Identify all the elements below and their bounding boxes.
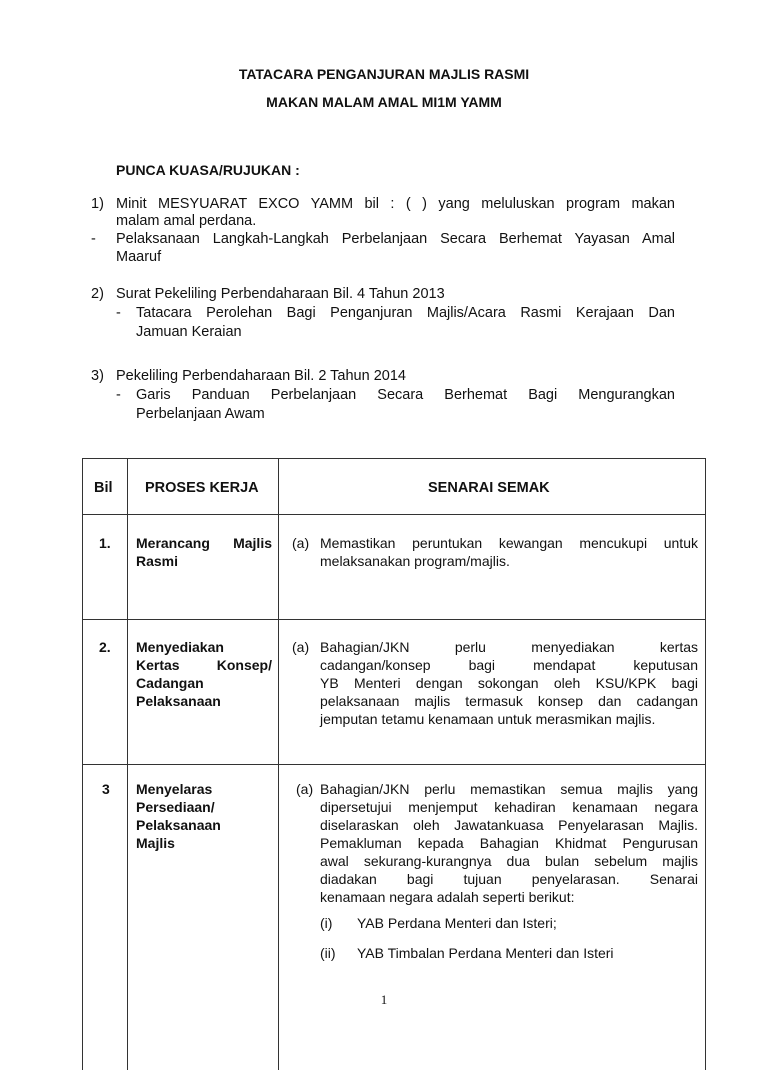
table-header-senarai-semak: SENARAI SEMAK [428, 480, 550, 496]
table-header-divider [82, 514, 706, 515]
row-1-bil: 1. [99, 535, 111, 551]
row-3-semak-line-2: dipersetujui menjemput kehadiran kenamaan negara [320, 799, 698, 815]
row-3-bil: 3 [102, 781, 110, 797]
reference-item-2-sub-line-2: Jamuan Keraian [136, 324, 242, 340]
row-2-semak-line-3: YB Menteri dengan sokongan oleh KSU/KPK bagi [320, 675, 698, 691]
row-3-proses-line-2: Persediaan/ [136, 799, 215, 815]
row-3-subitem-2-text: YAB Timbalan Perdana Menteri dan Isteri [357, 945, 614, 961]
row-2-proses-line-4: Pelaksanaan [136, 693, 221, 709]
reference-item-1-line-1: Minit MESYUARAT EXCO YAMM bil : ( ) yang meluluskan program makan [116, 196, 675, 212]
reference-dash-line-2: Maaruf [116, 249, 162, 265]
reference-item-1-marker: 1) [91, 196, 104, 212]
row-1-semak-marker: (a) [292, 535, 310, 551]
reference-item-3-line-1: Pekeliling Perbendaharaan Bil. 2 Tahun 2014 [116, 368, 406, 384]
page-number: 1 [380, 992, 388, 1007]
reference-item-2-sub-line-1: Tatacara Perolehan Bagi Penganjuran Majlis/Acara Rasmi Kerajaan Dan [136, 305, 675, 321]
row-3-proses-line-4: Majlis [136, 835, 175, 851]
row-2-proses-line-1: Menyediakan [136, 639, 224, 655]
table-header-proses-kerja: PROSES KERJA [145, 480, 259, 496]
row-3-semak-marker: (a) [296, 781, 314, 797]
document-title-line-1: TATACARA PENGANJURAN MAJLIS RASMI [238, 66, 530, 82]
reference-dash-line-1: Pelaksanaan Langkah-Langkah Perbelanjaan Secara Berhemat Yayasan Amal [116, 231, 675, 247]
reference-item-3-sub-line-1: Garis Panduan Perbelanjaan Secara Berhemat Bagi Mengurangkan [136, 387, 675, 403]
row-3-proses-line-3: Pelaksanaan [136, 817, 221, 833]
reference-item-2-line-1: Surat Pekeliling Perbendaharaan Bil. 4 Tahun 2013 [116, 286, 445, 302]
row-1-semak-line-1: Memastikan peruntukan kewangan mencukupi untuk [320, 535, 698, 551]
row-3-semak-line-5: awal sekurang-kurangnya dua bulan sebelum majlis [320, 853, 698, 869]
row-1-proses-line-1: Merancang Majlis [136, 535, 272, 551]
row-3-semak-line-3: diselaraskan oleh Jawatankuasa Penyelarasan Majlis. [320, 817, 698, 833]
row-2-semak-line-5: jemputan tetamu kenamaan untuk merasmikan majlis. [320, 711, 656, 727]
row-3-proses-line-1: Menyelaras [136, 781, 213, 797]
row-2-proses-line-2: Kertas Konsep/ [136, 657, 272, 673]
document-title-line-2: MAKAN MALAM AMAL MI1M YAMM [266, 94, 502, 110]
reference-item-2-marker: 2) [91, 286, 104, 302]
row-3-semak-line-4: Pemakluman kepada Bahagian Khidmat Pengurusan [320, 835, 698, 851]
row-3-semak-line-1: Bahagian/JKN perlu memastikan semua majlis yang [320, 781, 698, 797]
row-1-semak-line-2: melaksanakan program/majlis. [320, 553, 510, 569]
reference-item-3-marker: 3) [91, 368, 104, 384]
reference-item-3-sub-line-2: Perbelanjaan Awam [136, 406, 265, 422]
reference-item-3-sub-marker: - [116, 387, 121, 403]
table-header-bil: Bil [94, 480, 113, 496]
row-2-proses-line-3: Cadangan [136, 675, 204, 691]
reference-dash-marker: - [91, 231, 96, 247]
row-3-semak-line-6: diadakan bagi tujuan penyelarasan. Senarai [320, 871, 698, 887]
row-3-subitem-2-marker: (ii) [320, 945, 336, 961]
row-2-semak-line-4: pelaksanaan majlis termasuk konsep dan cadangan [320, 693, 698, 709]
reference-item-2-sub-marker: - [116, 305, 121, 321]
row-3-semak-line-7: kenamaan negara adalah seperti berikut: [320, 889, 575, 905]
row-3-subitem-1-text: YAB Perdana Menteri dan Isteri; [357, 915, 557, 931]
table-row-2-divider [82, 764, 706, 765]
row-2-semak-marker: (a) [292, 639, 310, 655]
row-3-subitem-1-marker: (i) [320, 915, 333, 931]
row-1-proses-line-2: Rasmi [136, 553, 179, 569]
row-2-semak-line-1: Bahagian/JKN perlu menyediakan kertas [320, 639, 698, 655]
table-row-1-divider [82, 619, 706, 620]
reference-item-1-line-2: malam amal perdana. [116, 213, 257, 229]
reference-heading: PUNCA KUASA/RUJUKAN : [116, 162, 300, 178]
row-2-semak-line-2: cadangan/konsep bagi mendapat keputusan [320, 657, 698, 673]
row-2-bil: 2. [99, 639, 111, 655]
